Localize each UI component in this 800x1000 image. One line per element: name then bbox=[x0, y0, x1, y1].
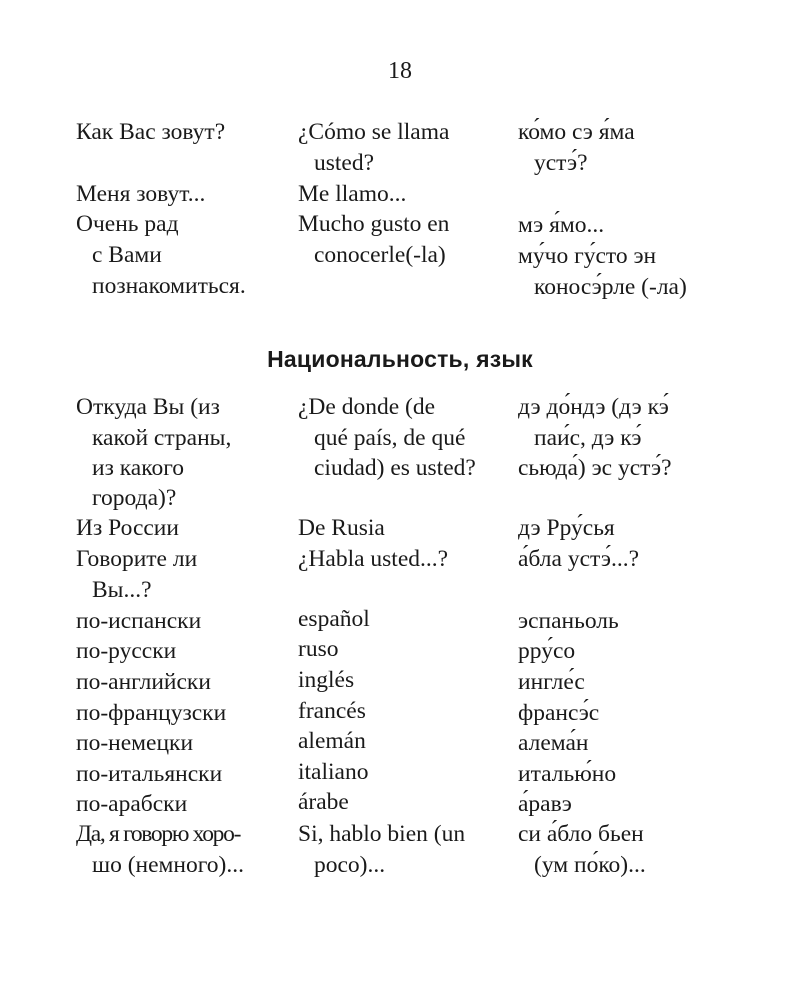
russian-phrase: Откуда Вы (из bbox=[76, 394, 220, 420]
spanish-phrase: ¿Cómo se llama bbox=[298, 119, 450, 145]
transcription: италью́но bbox=[518, 761, 617, 787]
russian-phrase: по-арабски bbox=[76, 791, 188, 817]
page-number: 18 bbox=[388, 58, 412, 84]
russian-phrase-cont: какой страны, bbox=[92, 425, 232, 451]
spanish-phrase: De Rusia bbox=[298, 515, 385, 541]
transcription-cont: коносэ́рле (-ла) bbox=[534, 274, 687, 300]
russian-phrase: по-итальянски bbox=[76, 761, 223, 787]
transcription: ингле́с bbox=[518, 669, 585, 695]
spanish-phrase-cont: ciudad) es usted? bbox=[314, 455, 476, 481]
spanish-phrase: Si, hablo bien (un bbox=[298, 821, 466, 847]
russian-phrase-cont: из какого bbox=[92, 455, 185, 481]
russian-phrase: Да, я говорю хоро- bbox=[76, 821, 241, 847]
transcription: ко́мо сэ я́ма bbox=[518, 119, 635, 145]
transcription: а́бла устэ́...? bbox=[518, 546, 640, 572]
spanish-phrase-cont: qué país, de qué bbox=[314, 425, 466, 451]
russian-phrase: по-испански bbox=[76, 608, 202, 634]
transcription: си а́бло бьен bbox=[518, 821, 644, 847]
spanish-phrase: italiano bbox=[298, 759, 369, 785]
transcription: рру́со bbox=[518, 638, 576, 664]
transcription-cont: (ум по́ко)... bbox=[534, 852, 646, 878]
spanish-phrase: ¿Habla usted...? bbox=[298, 546, 449, 572]
transcription: дэ Рру́сья bbox=[518, 515, 615, 541]
spanish-phrase: alemán bbox=[298, 728, 366, 754]
transcription: алема́н bbox=[518, 730, 589, 756]
transcription-cont: сьюда́) эс устэ́? bbox=[518, 455, 672, 481]
russian-phrase: Очень рад bbox=[76, 211, 179, 237]
spanish-phrase: Me llamo... bbox=[298, 181, 407, 207]
transcription: мэ я́мо... bbox=[518, 212, 605, 238]
spanish-phrase: inglés bbox=[298, 667, 355, 693]
russian-phrase: по-французски bbox=[76, 700, 227, 726]
spanish-phrase: árabe bbox=[298, 789, 349, 815]
russian-phrase-cont: познакомиться. bbox=[92, 273, 246, 299]
russian-phrase: Меня зовут... bbox=[76, 181, 206, 207]
spanish-phrase: ¿De donde (de bbox=[298, 394, 436, 420]
spanish-phrase: francés bbox=[298, 698, 366, 724]
russian-phrase: по-русски bbox=[76, 638, 177, 664]
russian-phrase-cont: города)? bbox=[92, 485, 177, 511]
russian-phrase: Говорите ли bbox=[76, 546, 198, 572]
spanish-phrase: español bbox=[298, 606, 370, 632]
russian-phrase-cont: Вы...? bbox=[92, 577, 152, 603]
russian-phrase: по-английски bbox=[76, 669, 211, 695]
transcription-cont: паи́с, дэ кэ́ bbox=[534, 425, 642, 451]
transcription: му́чо гу́сто эн bbox=[518, 243, 657, 269]
spanish-phrase-cont: poco)... bbox=[314, 852, 386, 878]
transcription: эспаньоль bbox=[518, 608, 619, 634]
russian-phrase-cont: с Вами bbox=[92, 242, 162, 268]
spanish-phrase: Mucho gusto en bbox=[298, 211, 450, 237]
spanish-phrase: ruso bbox=[298, 636, 339, 662]
russian-phrase-cont: шо (немного)... bbox=[92, 852, 245, 878]
russian-phrase: Как Вас зовут? bbox=[76, 119, 226, 145]
transcription: франсэ́с bbox=[518, 700, 600, 726]
transcription: а́равэ bbox=[518, 791, 572, 817]
spanish-phrase-cont: usted? bbox=[314, 150, 375, 176]
transcription: дэ до́ндэ (дэ кэ́ bbox=[518, 394, 669, 420]
section-heading: Национальность, язык bbox=[267, 346, 533, 372]
transcription-cont: устэ́? bbox=[534, 150, 588, 176]
spanish-phrase-cont: conocerle(-la) bbox=[314, 242, 446, 268]
russian-phrase: Из России bbox=[76, 515, 179, 541]
russian-phrase: по-немецки bbox=[76, 730, 194, 756]
